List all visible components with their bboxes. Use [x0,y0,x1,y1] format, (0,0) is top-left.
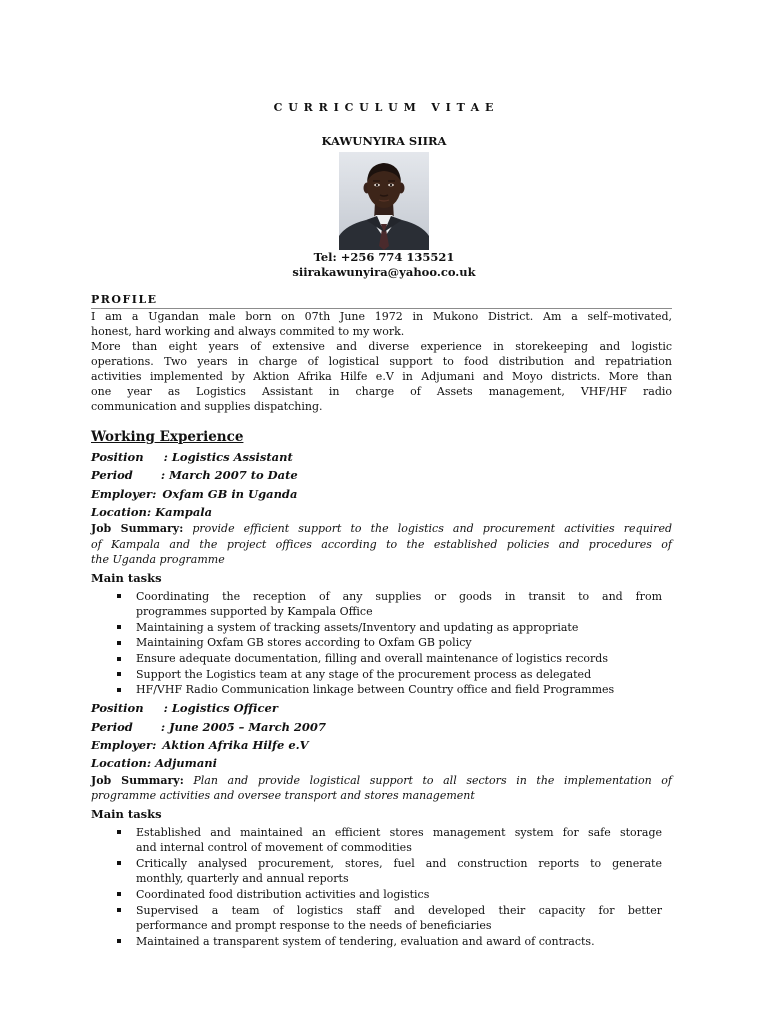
position-value: Logistics Officer [171,701,278,716]
position-label: Position : [91,450,168,464]
job-position [91,699,672,717]
task-list [91,589,662,698]
task-item [136,934,662,950]
task-line: Coordinated food distribution activities and logistics [136,887,430,901]
profile-line: communication and supplies dispatching. [91,399,323,413]
telephone: Tel: +256 774 135521 [313,250,455,264]
job-summary [91,773,672,804]
location-value: Adjumani [155,756,218,771]
period-value: March 2007 to Date [169,468,298,483]
task-line: and internal control of movement of commodities [136,841,412,855]
bullet-icon [117,939,121,943]
job-entry [91,448,672,698]
profile-paragraph [91,309,672,414]
summary-line [91,773,672,789]
bullet-icon [117,688,121,692]
job-location [91,503,672,521]
task-item [136,903,662,934]
profile-heading: PROFILE [91,293,672,309]
task-line: Supervised a team of logistics staff and developed their capacity for better [136,903,662,917]
profile-line: activities implemented by Aktion Afrika Hilfe e.V in Adjumani and Moyo districts. More than [91,369,672,383]
bullet-icon [117,594,121,598]
employer-value: Aktion Afrika Hilfe e.V [162,737,309,752]
job-location [91,754,672,772]
job-summary [91,521,672,568]
main-tasks-heading: Main tasks [91,570,162,585]
summary-label: Job Summary: [91,773,184,787]
task-line: Maintaining a system of tracking assets/Inventory and updating as appropriate [136,620,579,634]
bullet-icon [117,892,121,896]
summary-line [91,521,672,537]
job-employer [91,736,672,754]
task-item [136,620,662,636]
task-list [91,825,662,950]
location-value: Kampala [155,504,213,519]
position-label: Position : [91,701,168,716]
profile-line: one year as Logistics Assistant in charge of Assets management, VHF/HF radio [91,384,672,398]
task-line: monthly, quarterly and annual reports [136,872,349,886]
task-line: Established and maintained an efficient stores management system for safe storage [136,825,662,839]
email-address: siirakawunyira@yahoo.co.uk [292,265,476,279]
job-list [91,448,672,949]
task-item [136,589,662,620]
profile-photo [339,152,429,250]
employer-label: Employer: [91,486,157,501]
bullet-icon [117,657,121,661]
task-item [136,667,662,683]
profile-line: More than eight years of extensive and diverse experience in storekeeping and logistic [91,339,672,353]
main-tasks-heading: Main tasks [91,806,162,821]
task-line: Critically analysed procurement, stores, fuel and construction reports to generate [136,856,662,870]
bullet-icon [117,672,121,676]
task-line: programmes supported by Kampala Office [136,605,373,619]
job-period [91,718,672,736]
position-value: Logistics Assistant [171,450,293,464]
summary-text: Plan and provide logistical support to all sectors in the implementation of [193,773,672,787]
profile-line: honest, hard working and always commited to my work. [91,324,405,338]
document-title: C U R R I C U L U M V I T A E [273,101,495,114]
job-position [91,448,672,466]
summary-label: Job Summary: [91,522,184,536]
task-item [136,651,662,667]
candidate-name: KAWUNYIRA SIIRA [321,134,447,148]
bullet-icon [117,908,121,912]
working-experience-heading: Working Experience [91,429,244,445]
summary-line: programme activities and oversee transport and stores management [91,789,475,803]
bullet-icon [117,625,121,629]
period-label: Period : [91,719,166,734]
task-line: Ensure adequate documentation, filling and overall maintenance of logistics records [136,652,608,666]
task-item [136,682,662,698]
summary-text: provide efficient support to the logistics and procurement activities required [192,522,672,536]
job-period [91,466,672,484]
task-item [136,856,662,887]
task-item [136,887,662,903]
task-line: Coordinating the reception of any supplies or goods in transit to and from [136,589,662,603]
task-line: Maintained a transparent system of tendering, evaluation and award of contracts. [136,934,595,948]
employer-label: Employer: [91,737,157,752]
task-line: Support the Logistics team at any stage of the procurement process as delegated [136,667,592,681]
task-line: Maintaining Oxfam GB stores according to Oxfam GB policy [136,636,472,650]
summary-line: of Kampala and the project offices according to the established policies and procedures of [91,537,672,551]
employer-value: Oxfam GB in Uganda [162,486,298,501]
task-line: HF/VHF Radio Communication linkage between Country office and field Programmes [136,683,615,697]
profile-line: operations. Two years in charge of logistical support to food distribution and repatriation [91,354,672,368]
location-label: Location: [91,756,152,771]
task-line: performance and prompt response to the needs of beneficiaries [136,919,492,933]
location-label: Location: [91,504,152,519]
bullet-icon [117,830,121,834]
job-employer [91,485,672,503]
task-item [136,635,662,651]
period-label: Period : [91,468,166,483]
task-item [136,825,662,856]
bullet-icon [117,641,121,645]
job-entry [91,699,672,949]
summary-line: the Uganda programme [91,553,225,567]
period-value: June 2005 – March 2007 [169,719,326,734]
bullet-icon [117,861,121,865]
profile-line: I am a Ugandan male born on 07th June 1972 in Mukono District. Am a self–motivated, [91,309,672,323]
